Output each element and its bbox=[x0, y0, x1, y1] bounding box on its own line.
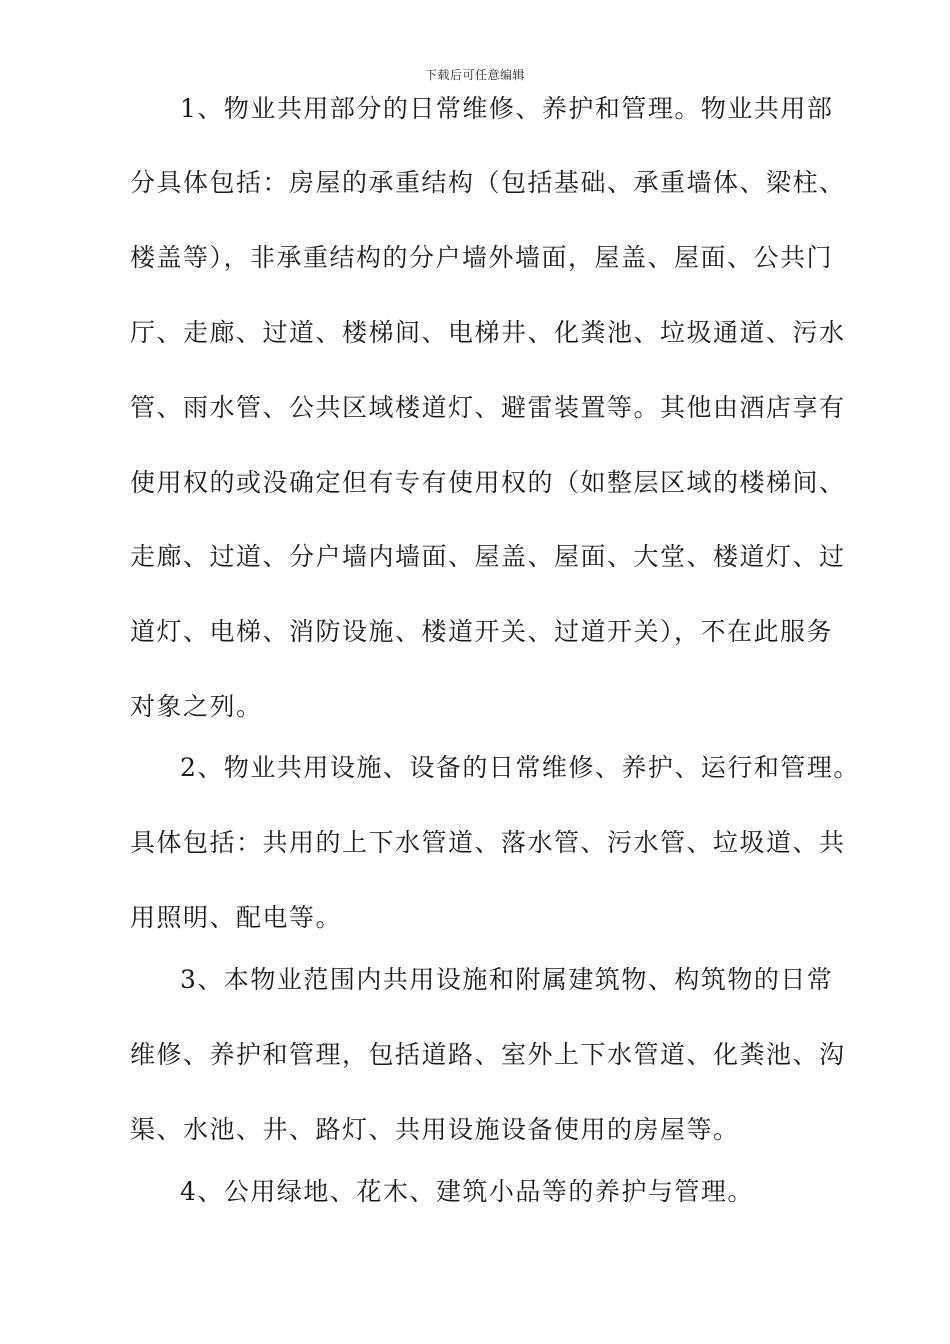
paragraph-2-line-3: 用照明、配电等。 bbox=[130, 903, 343, 932]
paragraph-3-line-3: 渠、水池、井、路灯、共用设施设备使用的房屋等。 bbox=[130, 1115, 740, 1144]
page-header-note: 下载后可任意编辑 bbox=[424, 68, 525, 82]
paragraph-1-line-3: 楼盖等），非承重结构的分户墙外墙面，屋盖、屋面、公共门 bbox=[130, 243, 834, 272]
paragraph-2-line-1: 2、物业共用设施、设备的日常维修、养护、运行和管理。 bbox=[180, 753, 860, 782]
paragraph-1-line-4: 厅、走廊、过道、楼梯间、电梯井、化粪池、垃圾通道、污水 bbox=[130, 318, 846, 347]
paragraph-1-line-5: 管、雨水管、公共区域楼道灯、避雷装置等。其他由酒店享有 bbox=[130, 393, 846, 422]
paragraph-1-line-1: 1、物业共用部分的日常维修、养护和管理。物业共用部 bbox=[180, 94, 834, 123]
paragraph-3-line-1: 3、本物业范围内共用设施和附属建筑物、构筑物的日常 bbox=[180, 965, 834, 994]
paragraph-1-line-6: 使用权的或没确定但有专有使用权的（如整层区域的楼梯间、 bbox=[130, 468, 846, 497]
paragraph-1-line-8: 道灯、电梯、消防设施、楼道开关、过道开关），不在此服务 bbox=[130, 617, 834, 646]
paragraph-1-line-2: 分具体包括：房屋的承重结构（包括基础、承重墙体、梁柱、 bbox=[130, 168, 846, 197]
paragraph-3-line-2: 维修、养护和管理，包括道路、室外上下水管道、化粪池、沟 bbox=[130, 1040, 846, 1069]
paragraph-2-line-2: 具体包括：共用的上下水管道、落水管、污水管、垃圾道、共 bbox=[130, 828, 846, 857]
paragraph-1-line-7: 走廊、过道、分户墙内墙面、屋盖、屋面、大堂、楼道灯、过 bbox=[130, 542, 846, 571]
paragraph-4-line-1: 4、公用绿地、花木、建筑小品等的养护与管理。 bbox=[180, 1177, 754, 1206]
paragraph-1-line-9: 对象之列。 bbox=[130, 692, 263, 721]
